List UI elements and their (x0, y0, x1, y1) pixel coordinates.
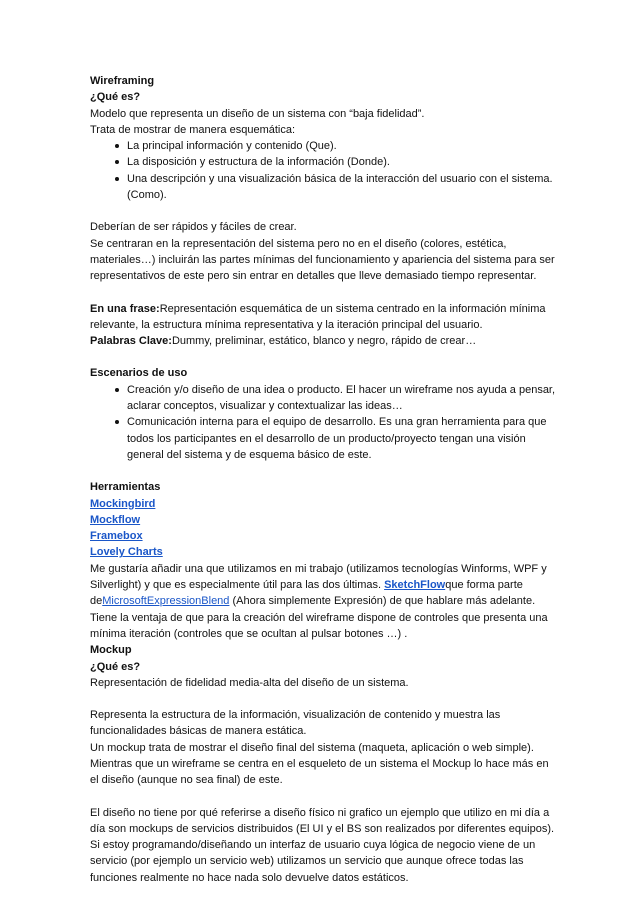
list-item: Una descripción y una visualización básica de la interacción del usuario con el sistema. (Como). (90, 171, 560, 204)
list-item: La principal información y contenido (Que). (90, 138, 560, 154)
link-lovely-charts[interactable]: Lovely Charts (90, 546, 163, 559)
mockup-paragraph: Representa la estructura de la información, visualización de contenido y muestra las funcionalidades básicas de manera estática. (90, 709, 501, 738)
list-item: La disposición y estructura de la información (Donde). (90, 154, 560, 170)
mockup-definition: Representación de fidelidad media-alta del diseño de un sistema. (90, 676, 409, 689)
mockup-paragraph: Un mockup trata de mostrar el diseño final del sistema (maqueta, aplicación o web simple). (90, 741, 534, 754)
wireframing-paragraph: Deberían de ser rápidos y fáciles de crear. (90, 221, 297, 234)
link-framebox[interactable]: Framebox (90, 530, 143, 543)
mockup-paragraph: El diseño no tiene por qué referirse a diseño físico ni grafico un ejemplo que utilizo en mi día a día son mockups de servicios distribuidos (El UI y el BS son realizados por diferentes equipos). (90, 806, 555, 835)
link-microsoft-expression-blend[interactable]: MicrosoftExpressionBlend (102, 595, 230, 608)
herramientas-text: Me gustaría añadir una que utilizamos en mi trabajo (utilizamos tecnologías Winforms, WPF y Silverlight) y que es especialmente útil para las dos últimas. (90, 562, 547, 592)
wireframing-paragraph: Se centraran en la representación del sistema pero no en el diseño (colores, estética, materiales…) incluirán las partes mínimas del funcionamiento y apariencia del sistema para ser representativos de este pero sin entrar en detalles que lleve demasiado tiempo representar. (90, 237, 555, 283)
wireframing-heading: Wireframing (90, 75, 155, 87)
link-mockflow[interactable]: Mockflow (90, 513, 141, 526)
document-page (90, 73, 560, 886)
mockup-paragraph: Mientras que un wireframe se centra en el esqueleto de un sistema el Mockup lo hace más en el diseño (aunque no sea final) de este. (90, 757, 549, 787)
wireframing-definition: Modelo que representa un diseño de un sistema con “baja fidelidad”. (90, 107, 425, 120)
claves-label: Palabras Clave: (90, 335, 172, 348)
escenarios-heading: Escenarios de uso (90, 367, 188, 380)
claves-paragraph (90, 333, 560, 349)
list-item: Comunicación interna para el equipo de desarrollo. Es una gran herramienta para que todos los participantes en el desarrollo de un producto/proyecto tengan una visión general del sistema y de esquema básico de este. (90, 414, 560, 463)
herramientas-text: (Ahora simplemente Expresión) de que hablare más adelante. (229, 595, 536, 608)
link-mockingbird[interactable]: Mockingbird (90, 497, 156, 510)
escenarios-bullet-list (90, 382, 560, 463)
frase-paragraph (90, 301, 560, 334)
mockup-paragraph: Si estoy programando/diseñando un interfaz de usuario cuya lógica de negocio viene de un servicio (por ejemplo un servicio web) utilizamos un servicio que aunque ofrece todas las funciones realmente no hace nada solo devuelve datos estáticos. (90, 839, 536, 884)
wireframing-question: ¿Qué es? (90, 91, 141, 104)
herramientas-paragraph (90, 561, 560, 610)
wireframing-bullet-list (90, 138, 560, 203)
herramientas-heading: Herramientas (90, 481, 161, 494)
list-item: Creación y/o diseño de una idea o producto. El hacer un wireframe nos ayuda a pensar, aclarar conceptos, visualizar y contextualizar las ideas… (90, 382, 560, 415)
wireframing-intro: Trata de mostrar de manera esquemática: (90, 123, 296, 136)
mockup-question: ¿Qué es? (90, 660, 141, 673)
herramientas-paragraph: Tiene la ventaja de que para la creación del wireframe dispone de controles que presenta una mínima iteración (controles que se ocultan al pulsar botones …) . (90, 611, 548, 640)
herramientas-text: que forma parte de (90, 579, 523, 608)
mockup-heading: Mockup (90, 644, 132, 657)
frase-text: Representación esquemática de un sistema centrado en la información mínima relevante, la estructura mínima representativa y la iteración principal del usuario. (90, 302, 546, 331)
frase-label: En una frase: (90, 302, 160, 315)
link-sketchflow[interactable]: SketchFlow (384, 579, 446, 592)
claves-text: Dummy, preliminar, estático, blanco y negro, rápido de crear… (171, 335, 477, 348)
